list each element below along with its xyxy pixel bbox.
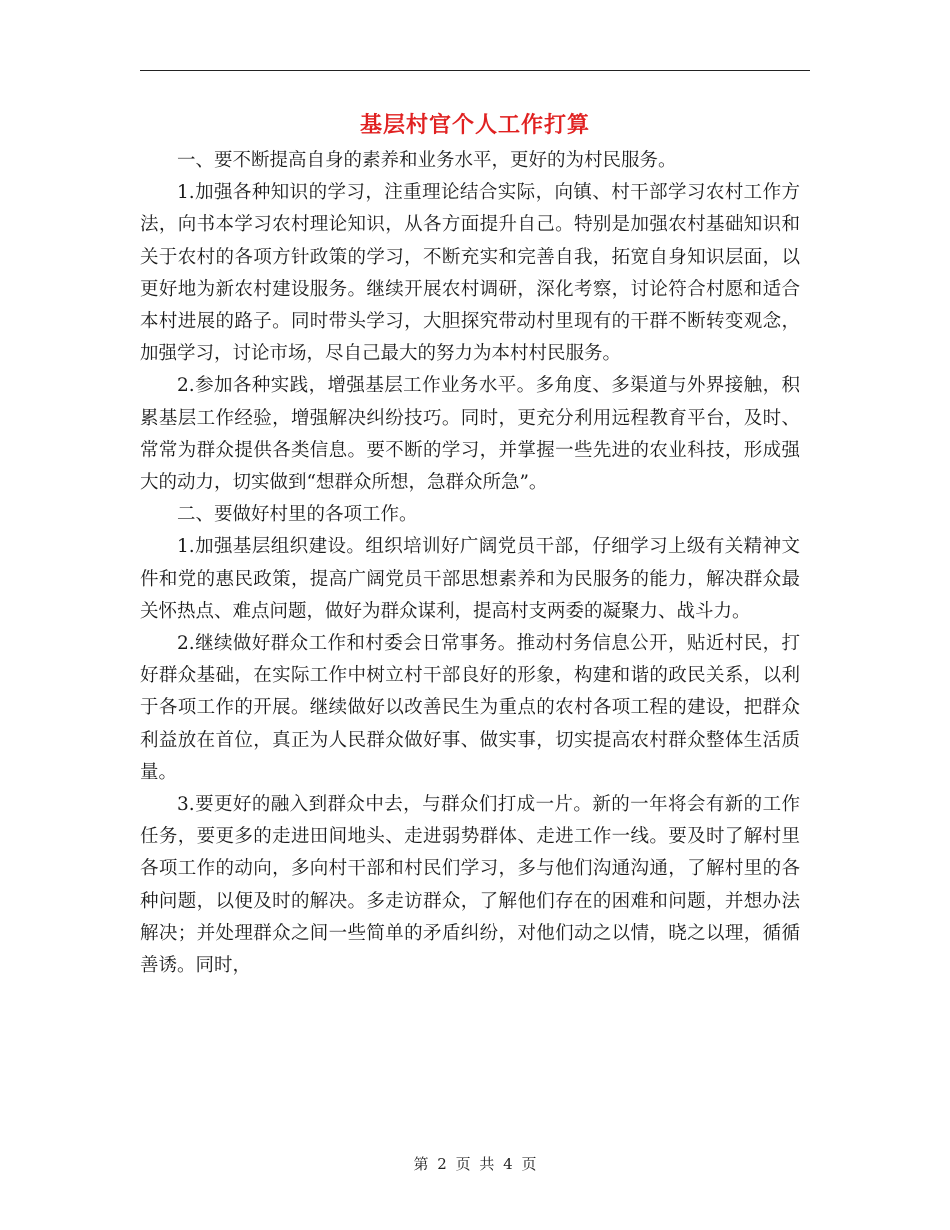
- document-title: 基层村官个人工作打算: [359, 112, 590, 138]
- paragraph: 一、要不断提高自身的素养和业务水平，更好的为村民服务。: [177, 150, 677, 171]
- paragraph: 二、要做好村里的各项工作。: [177, 504, 418, 526]
- paragraph: 3.要更好的融入到群众中去，与群众们打成一片。新的一年将会有新的工作任务，要更多的走进田间地头、走进弱势群体、走进工作一线。要及时了解村里各项工作的动向，多向村干部和村民们学习，多与他们沟通沟通，了解村里的各种问题，以便及时的解决。多走访群众，了解他们存在的困难和问题，并想办法解决；并处理群众之间一些简单的矛盾纠纷，对他们动之以情，晓之以理，循循善诱。同时，: [140, 794, 800, 977]
- paragraph: 2.参加各种实践，增强基层工作业务水平。多角度、多渠道与外界接触，积累基层工作经验，增强解决纠纷技巧。同时，更充分利用远程教育平台，及时、常常为群众提供各类信息。要不断的学习，并掌握一些先进的农业科技，形成强大的动力，切实做到“想群众所想，急群众所急”。: [140, 375, 800, 494]
- paragraph: 1.加强各种知识的学习，注重理论结合实际，向镇、村干部学习农村工作方法，向书本学习农村理论知识，从各方面提升自己。特别是加强农村基础知识和关于农村的各项方针政策的学习，不断充实和完善自我，拓宽自身知识层面，以更好地为新农村建设服务。继续开展农村调研，深化考察，讨论符合村愿和适合本村进展的路子。同时带头学习，大胆探究带动村里现有的干群不断转变观念，加强学习，讨论市场，尽自己最大的努力为本村村民服务。: [140, 182, 800, 365]
- paragraph: 2.继续做好群众工作和村委会日常事务。推动村务信息公开，贴近村民，打好群众基础，在实际工作中树立村干部良好的形象，构建和谐的政民关系，以利于各项工作的开展。继续做好以改善民生为重点的农村各项工程的建设，把群众利益放在首位，真正为人民群众做好事、做实事，切实提高农村群众整体生活质量。: [140, 633, 800, 783]
- document-body: [140, 145, 800, 982]
- page-number: 第 2 页 共 4 页: [413, 1155, 537, 1173]
- paragraph: 1.加强基层组织建设。组织培训好广阔党员干部，仔细学习上级有关精神文件和党的惠民政策，提高广阔党员干部思想素养和为民服务的能力，解决群众最关怀热点、难点问题，做好为群众谋利，提高村支两委的凝聚力、战斗力。: [140, 536, 800, 622]
- header-rule: [140, 70, 810, 71]
